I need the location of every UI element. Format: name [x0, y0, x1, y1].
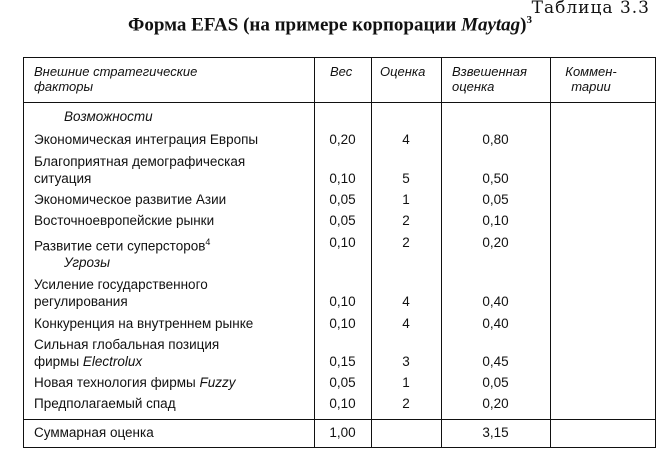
- factor-name-text: фирмы: [34, 354, 83, 369]
- factor-name-line1: Благоприятная демографическая: [34, 154, 246, 169]
- weight-value: 0,10: [329, 235, 356, 250]
- total-weighted: 3,15: [482, 425, 509, 440]
- weighted-value: 0,40: [482, 316, 509, 331]
- header-factors-line1: Внешние стратегические: [34, 64, 198, 79]
- factor-name: Конкуренция на внутреннем рынке: [34, 316, 254, 331]
- factor-name-text: Новая технология фирмы: [34, 375, 200, 390]
- factor-name-line1: Усиление государственного: [34, 277, 208, 292]
- factor-name-line2: ситуация: [34, 171, 92, 186]
- factor-name-text: Развитие сети суперсторов: [34, 238, 206, 254]
- total-weight: 1,00: [329, 425, 356, 440]
- factor-name: [34, 276, 208, 310]
- weight-value: 0,10: [329, 396, 356, 411]
- header-comments-line1: Коммен-: [565, 64, 617, 79]
- weight-value: 0,10: [329, 294, 356, 309]
- header-comments: [559, 64, 623, 94]
- table-number: Таблица 3.3: [531, 0, 650, 18]
- weight-value: 0,05: [329, 213, 356, 228]
- weighted-value: 0,05: [482, 192, 509, 207]
- header-comments-line2: тарии: [571, 79, 611, 94]
- factor-name: [34, 374, 235, 391]
- weight-value: 0,20: [329, 132, 356, 147]
- weight-value: 0,15: [329, 354, 356, 369]
- weighted-value: 0,05: [482, 375, 509, 390]
- factor-name: [34, 234, 210, 255]
- company-name: Electrolux: [82, 354, 143, 369]
- factor-name-line1: Сильная глобальная позиция: [34, 337, 220, 352]
- factor-name: Экономическое развитие Азии: [34, 192, 227, 207]
- rating-value: 2: [402, 213, 410, 228]
- header-factors-line2: факторы: [34, 79, 94, 94]
- rating-value: 4: [402, 132, 410, 147]
- factor-name-line2: [34, 353, 219, 370]
- factor-name: [34, 153, 245, 187]
- weight-value: 0,05: [329, 192, 356, 207]
- total-label: Суммарная оценка: [34, 425, 154, 440]
- weighted-value: 0,40: [482, 294, 509, 309]
- weighted-value: 0,10: [482, 213, 509, 228]
- rating-value: 2: [402, 235, 410, 250]
- header-divider: [24, 102, 655, 103]
- weight-value: 0,05: [329, 375, 356, 390]
- column-divider: [550, 58, 551, 447]
- factor-name: [34, 336, 219, 370]
- factor-name: Экономическая интеграция Европы: [34, 132, 259, 147]
- rating-value: 2: [402, 396, 410, 411]
- weighted-value: 0,20: [482, 235, 509, 250]
- footnote-marker: 4: [205, 237, 211, 247]
- weight-value: 0,10: [329, 171, 356, 186]
- header-weighted-line2: оценка: [452, 79, 495, 94]
- factor-name: Восточноевропейские рынки: [34, 213, 215, 228]
- rating-value: 1: [402, 192, 410, 207]
- rating-value: 3: [402, 354, 410, 369]
- company-name: Fuzzy: [199, 375, 236, 390]
- rating-value: 5: [402, 171, 410, 186]
- weighted-value: 0,50: [482, 171, 509, 186]
- title-prefix: Форма EFAS (на примере корпорации: [128, 14, 462, 36]
- factor-name: Предполагаемый спад: [34, 396, 176, 411]
- header-weighted-line1: Взвешенная: [452, 64, 527, 79]
- weighted-value: 0,20: [482, 396, 509, 411]
- section-threats: Угрозы: [64, 255, 111, 270]
- factor-name-line2: регулирования: [34, 294, 128, 309]
- table-title: [0, 14, 660, 36]
- weighted-value: 0,45: [482, 354, 509, 369]
- title-footnote: 3: [526, 14, 532, 26]
- rating-value: 4: [402, 294, 410, 309]
- header-factors: [34, 64, 197, 94]
- title-suffix: ): [520, 14, 527, 36]
- title-company: Maytag: [461, 14, 521, 36]
- header-weighted: [452, 64, 527, 94]
- total-divider: [24, 419, 655, 420]
- rating-value: 1: [402, 375, 410, 390]
- header-weight: Вес: [330, 64, 353, 79]
- weight-value: 0,10: [329, 316, 356, 331]
- efas-table: [23, 57, 656, 448]
- rating-value: 4: [402, 316, 410, 331]
- header-rating: Оценка: [380, 64, 426, 79]
- weighted-value: 0,80: [482, 132, 509, 147]
- section-opportunities: Возможности: [64, 109, 153, 124]
